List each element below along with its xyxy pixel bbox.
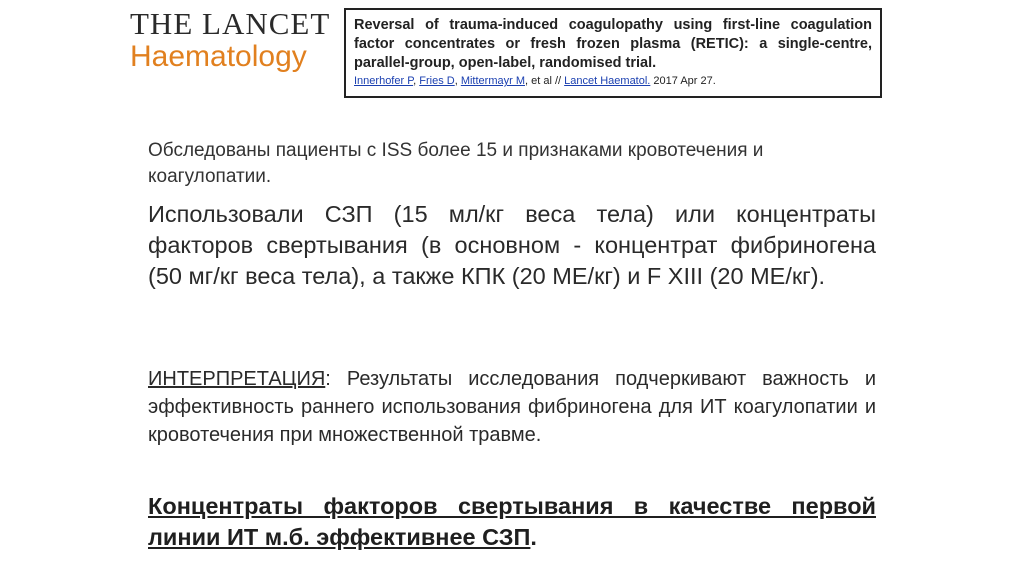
- citation-title: Reversal of trauma-induced coagulopathy using first-line coagulation factor concentrates or fresh frozen plasma (RETIC): a single-centre, parallel-group, open-label, randomised trial.: [354, 17, 872, 71]
- logo-line-haematology: Haematology: [130, 40, 307, 73]
- logo-line-lancet: THE LANCET: [130, 6, 331, 41]
- author-link-innerhofer[interactable]: Innerhofer P: [354, 75, 414, 87]
- paragraph-conclusion: [148, 491, 876, 553]
- interpretation-keyword: ИНТЕРПРЕТАЦИЯ: [148, 368, 326, 390]
- journal-logo: [130, 8, 330, 74]
- journal-link[interactable]: Lancet Haematol.: [564, 75, 651, 87]
- conclusion-period: .: [530, 524, 537, 550]
- interpretation-text: : Результаты исследования подчеркивают важность и эффективность раннего использования фибриногена для ИТ коагулопатии и кровотечения при множественной травме.: [148, 368, 876, 446]
- author-link-mittermayr[interactable]: Mittermayr M: [460, 75, 525, 87]
- citation-authors: [354, 74, 872, 89]
- author-link-fries[interactable]: Fries D: [419, 75, 455, 87]
- citation-box: [344, 8, 882, 98]
- paragraph-interpretation: [148, 365, 876, 449]
- author-separator: ,: [454, 75, 461, 87]
- citation-date: 2017 Apr 27.: [650, 75, 716, 87]
- conclusion-text: Концентраты факторов свертывания в качестве первой линии ИТ м.б. эффективнее СЗП: [148, 493, 876, 550]
- citation-etal: , et al //: [525, 75, 565, 87]
- paragraph-methods: Использовали СЗП (15 мл/кг веса тела) или концентраты факторов свертывания (в основном - концентрат фибриногена (50 мг/кг веса тела), а также КПК (20 МЕ/кг) и F XIII (20 МЕ/кг).: [148, 201, 876, 289]
- paragraph-patients: Обследованы пациенты с ISS более 15 и признаками кровотечения и коагулопатии.: [148, 140, 764, 187]
- author-separator: ,: [413, 75, 420, 87]
